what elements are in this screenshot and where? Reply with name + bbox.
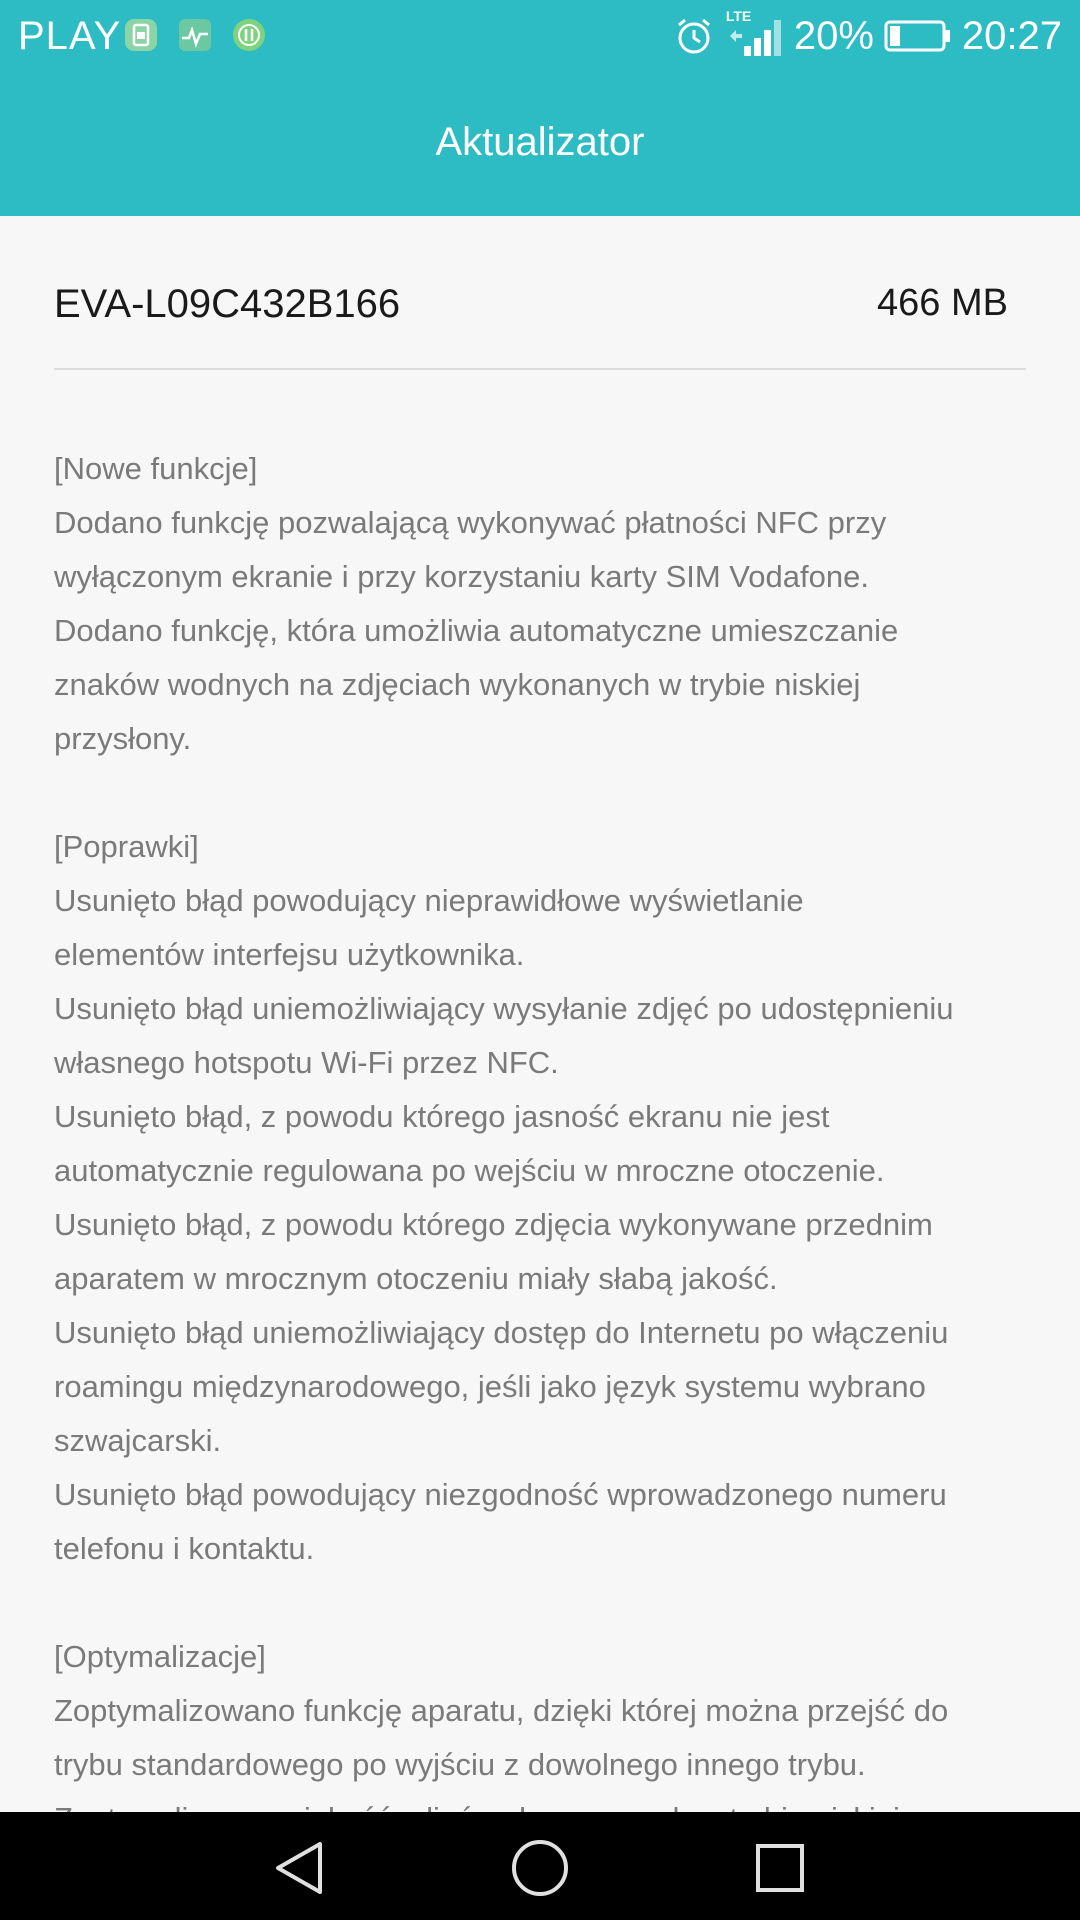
version-name: EVA-L09C432B166 [54,282,401,326]
network-type-label: LTE [725,8,752,24]
update-size: 466 MB [877,282,1008,324]
battery-icon [884,16,952,56]
home-icon[interactable] [510,1838,570,1898]
note-line: Usunięto błąd powodujący niezgodność wprowadzonego numeru [54,1477,947,1512]
note-line: roamingu międzynarodowego, jeśli jako język systemu wybrano [54,1369,926,1404]
note-line: Zoptymalizowano funkcję aparatu, dzięki której można przejść do [54,1693,949,1728]
battery-fill [890,26,900,46]
app-bar [0,72,1080,216]
note-line: Usunięto błąd powodujący nieprawidłowe wyświetlanie [54,883,804,918]
fixes-header: [Poprawki] [54,829,199,864]
clock: 20:27 [961,13,1062,58]
new-features-header: [Nowe funkcje] [54,451,258,486]
note-line: szwajcarski. [54,1423,222,1458]
signal-indicator [724,8,784,60]
note-line: automatycznie regulowana po wejściu w mroczne otoczenie. [54,1153,885,1188]
section-spacer [54,1576,1044,1630]
version-row [54,216,1026,370]
recents-icon[interactable] [750,1838,810,1898]
sim-icon [124,18,158,52]
note-line: elementów interfejsu użytkownika. [54,937,525,972]
note-line: Dodano funkcję pozwalającą wykonywać płatności NFC przy [54,505,887,540]
note-line: Dodano funkcję, która umożliwia automatyczne umieszczanie [54,613,899,648]
note-line: znaków wodnych na zdjęciach wykonanych w trybie niskiej [54,667,861,702]
note-line: przysłony. [54,721,192,756]
note-line: Usunięto błąd, z powodu którego zdjęcia wykonywane przednim [54,1207,933,1242]
section-spacer [54,766,1044,820]
app-title: Aktualizator [435,120,645,164]
optimizations-header: [Optymalizacje] [54,1639,266,1674]
note-line: aparatem w mrocznym otoczeniu miały słabą jakość. [54,1261,778,1296]
note-line: Usunięto błąd uniemożliwiający wysyłanie zdjęć po udostępnieniu [54,991,954,1026]
alarm-icon [674,16,714,56]
battery-percent: 20% [793,13,874,58]
status-right [674,8,1062,60]
status-bar [0,0,1080,72]
navigation-bar [0,1812,1080,1920]
note-line: Usunięto błąd uniemożliwiający dostęp do Internetu po włączeniu [54,1315,949,1350]
note-line: własnego hotspotu Wi-Fi przez NFC. [54,1045,559,1080]
data-transfer-icon [232,18,266,52]
note-line: trybu standardowego po wyjściu z dowolnego innego trybu. [54,1747,866,1782]
release-notes [54,442,1044,1846]
back-icon[interactable] [270,1838,330,1898]
health-icon [178,18,212,52]
carrier-label: PLAY [18,14,122,58]
update-details[interactable] [0,216,1080,1812]
note-line: wyłączonym ekranie i przy korzystaniu karty SIM Vodafone. [54,559,869,594]
note-line: Usunięto błąd, z powodu którego jasność ekranu nie jest [54,1099,830,1134]
note-line: telefonu i kontaktu. [54,1531,315,1566]
